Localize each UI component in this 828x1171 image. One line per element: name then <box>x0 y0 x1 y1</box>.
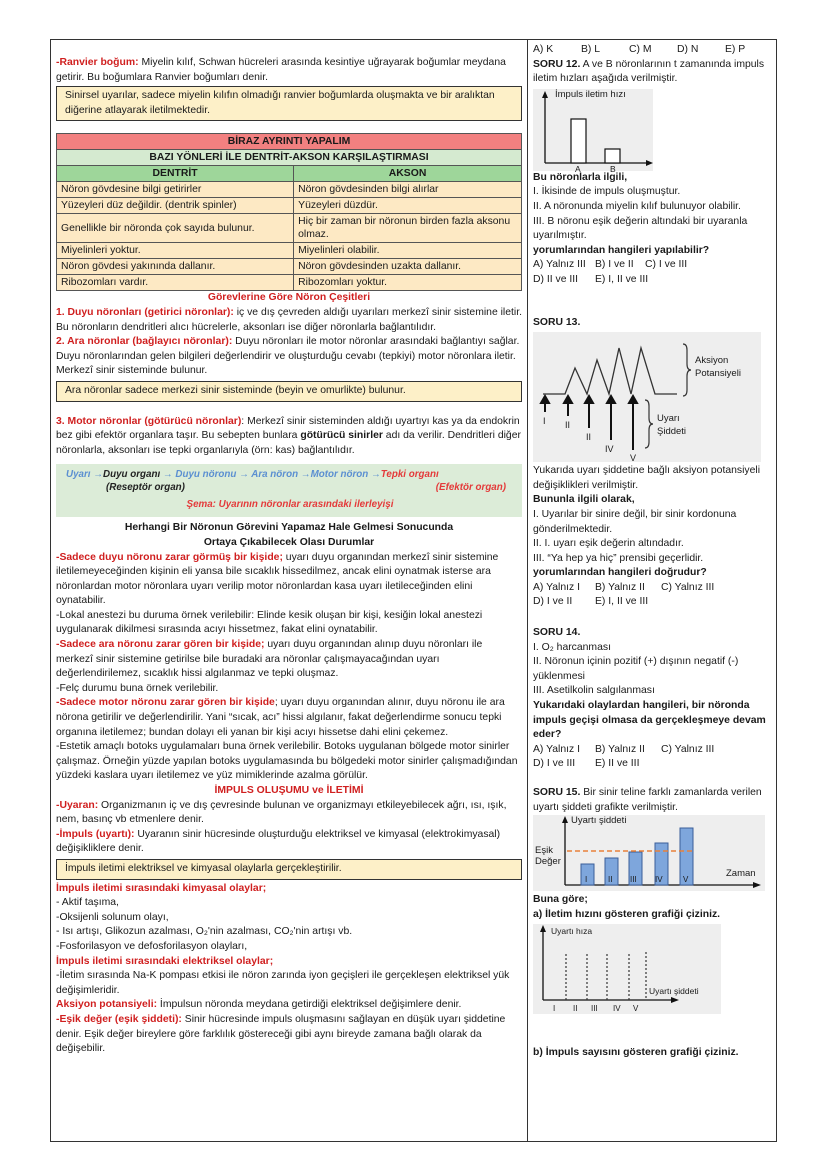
q13-arrow-label: II <box>586 432 592 443</box>
table-title: BİRAZ AYRINTI YAPALIM <box>57 134 522 150</box>
q13-brace-top-line: Aksiyon <box>695 355 729 367</box>
q14-item: III. Asetilkolin salgılanması <box>533 685 655 697</box>
table-row <box>57 182 522 198</box>
damage-sensory-text: uyarı duyu organından merkezî sinir sistemine iletilemeyeceğinden kişinin eli yansa bile sıcaklık hissedilmez, ancak elini oynatmak isterse ara nöronlardan motor nöronlara uyarı verilip motor nöronlardan kasa uyarı iletileceğinden elini oynatabilir. <box>56 551 499 607</box>
table-cell: Genellikle bir nöronda çok sayıda bulunur. <box>57 214 294 243</box>
table-cell: Ribozomları vardır. <box>57 275 294 291</box>
chemical-event-item: -Oksijenli solunum olayı, <box>56 911 169 923</box>
q14-option-d[interactable]: D) I ve III <box>533 758 576 770</box>
right-column <box>533 43 773 1061</box>
damage-inter-paragraph <box>56 638 522 682</box>
table-cell: Nöron gövdesine bilgi getirirler <box>57 182 294 198</box>
q12-x-label-b: B <box>610 163 616 174</box>
q13-arrow-label: I <box>543 416 546 427</box>
q15-bar-label: III <box>630 875 637 885</box>
chemical-event-item: - Aktif taşıma, <box>56 897 119 909</box>
q15-y-label: Uyartı şiddeti <box>571 815 627 827</box>
note-box-impulse: İmpuls iletimi elektriksel ve kimyasal olaylarla gerçekleştirilir. <box>56 859 522 880</box>
damage-title-line1: Herhangi Bir Nöronun Görevini Yapamaz Hale Gelmesi Sonucunda <box>124 522 454 534</box>
q15-answer-tick: I <box>553 1004 556 1014</box>
damage-motor-paragraph <box>56 696 522 740</box>
damage-sensory-paragraph <box>56 551 522 609</box>
table-cell: Hiç bir zaman bir nöronun birden fazla aksonu olmaz. <box>294 214 522 243</box>
q12-x-label-a: A <box>575 163 581 174</box>
q13-arrow-label: II <box>565 420 571 431</box>
action-potential-definition <box>56 998 522 1013</box>
q15-threshold-line: Eşik <box>535 845 553 857</box>
motor-neuron-bold: götürücü sinirler <box>300 430 383 442</box>
q13-brace-top-line: Potansiyeli <box>695 368 741 380</box>
note-box-interneuron: Ara nöronlar sadece merkezi sinir sisteminde (beyin ve omurlikte) bulunur. <box>56 381 522 402</box>
motor-neuron-label: 3. Motor nöronlar (götürücü nöronlar) <box>56 415 242 427</box>
damage-inter-label: -Sadece ara nöronu zarar gören bir kişide; <box>56 639 265 651</box>
q14-item: I. O₂ harcanması <box>533 641 611 653</box>
q13-option-c[interactable]: C) Yalnız III <box>661 581 715 593</box>
q13-action-potential-diagram <box>533 332 761 462</box>
table-subtitle: BAZI YÖNLERİ İLE DENTRİT-AKSON KARŞILAŞTIRMASI <box>57 150 522 166</box>
damage-motor-example: -Estetik amaçlı botoks uygulamaları buna örnek verilebilir. Botoks uygulanan bölgede motor sinirler çalışmaz. Örneğin yüzde yapılan botoks uygulamasında bu bölgedeki motor sinirler çalışmadığından yüzdeki kaslara uyarı iletilemez ve yüz mimiklerinde azalma görülür. <box>56 741 518 782</box>
damage-inter-example: -Felç durumu buna örnek verilebilir. <box>56 682 219 694</box>
q15-threshold-label <box>535 845 561 867</box>
q13-option-a[interactable]: A) Yalnız I <box>533 581 580 593</box>
q13-text: Yukarıda uyarı şiddetine bağlı aksiyon potansiyeli değişiklikleri verilmiştir. <box>533 465 761 491</box>
q13-arrow-label: V <box>630 453 637 464</box>
previous-question-options <box>533 43 773 58</box>
table-row <box>57 214 522 243</box>
q12-options <box>533 258 773 287</box>
q12-option-b[interactable]: B) I ve II <box>595 259 634 271</box>
q13-item: I. Uyarılar bir sinire değil, bir sinir kordonuna gönderilmektedir. <box>533 508 737 535</box>
q15-answer-tick: V <box>633 1004 639 1014</box>
option-b: B) L <box>581 44 601 55</box>
motor-neuron-paragraph <box>56 415 522 459</box>
left-column <box>56 56 522 1057</box>
scheme-effector-note: (Efektör organ) <box>435 482 506 494</box>
question-15-label: SORU 15. <box>533 787 581 798</box>
impulse-path-scheme <box>56 464 522 517</box>
option-d: D) N <box>677 44 699 55</box>
action-potential-label: Aksiyon potansiyeli: <box>56 999 158 1011</box>
scheme-flow <box>66 468 514 481</box>
q12-item: III. B nöronu eşik değerin altındaki bir uyaranla uyarılmıştır. <box>533 215 748 242</box>
impulse-definition <box>56 828 522 857</box>
q12-intro: Bu nöronlarla ilgili, <box>533 171 628 183</box>
q15-bar-label: I <box>585 875 588 885</box>
scheme-receptor-note: (Reseptör organ) <box>106 482 185 494</box>
q12-question: yorumlarından hangileri yapılabilir? <box>533 244 710 256</box>
q15-answer-tick: IV <box>613 1004 621 1014</box>
threshold-text: Sinir hücresinde impuls oluşmasını sağlayan en düşük uyarı şiddetine denir. Eşik değer bireylere göre farklılık göstereceği gibi aynı bireyde zamana bağlı olarak da değişebilir. <box>56 1013 506 1055</box>
q12-option-c[interactable]: C) I ve III <box>645 259 688 271</box>
damage-sensory-example: -Lokal anestezi bu duruma örnek verilebilir: Elinde kesik oluşan bir kişi, kesiğin lokal anestezi uygulanarak dikilmesi sırasında acıyı hissetmez, fakat elini oynatabilir. <box>56 609 483 636</box>
sensory-neuron-label: 1. Duyu nöronları (getirici nöronlar): <box>56 306 234 318</box>
q15-x-label: Zaman <box>726 868 756 880</box>
sensory-neuron-text: iç ve dış çevreden aldığı uyarıları merkezî sinir sistemine iletir. Bu nöronların dendritleri alıcı hücrelerle, aksonları ise diğer nöronlarla bağlantılıdır. <box>56 306 522 333</box>
q14-option-b[interactable]: B) Yalnız II <box>595 743 645 755</box>
note-box-ranvier: Sinirsel uyarılar, sadece miyelin kılıfın olmadığı ranvier boğumlarda oluşmakta ve bir aralıktan diğerine atlayarak iletilmektedir. <box>56 86 522 121</box>
scheme-sense-organ: Duyu organı <box>103 469 161 481</box>
stimulus-definition <box>56 799 522 828</box>
threshold-definition <box>56 1013 522 1057</box>
scheme-subtitles <box>66 481 514 494</box>
table-cell: Nöron gövdesinden uzakta dallanır. <box>294 259 522 275</box>
q14-option-e[interactable]: E) II ve III <box>595 758 640 770</box>
damage-inter-text: uyarı duyu organından alınıp duyu nöronları ile merkezî sinir sistemine getirilse bile buradaki ara nöronlar çalışmayacağından uyarı değerlendirilemez, sıcaklık hissi algılanmaz ve tepki oluşmaz. <box>56 639 483 680</box>
damage-motor-text: ; uyarı duyu organından alınır, duyu nöronu ile ara nörona getirilir ve değerlendirilir. Yani “sıcak, acı” hissi algılanır, fakat değerlendirme sonucu tepki organına iletilemez; bundan dolayı eli yanan bir kişi acıyı hissetse dahi elini çekemez. <box>56 697 505 738</box>
sensory-neuron-paragraph <box>56 306 522 335</box>
q15-threshold-line: Değer <box>535 856 561 868</box>
damage-motor-label: -Sadece motor nöronu zarar gören bir kişide <box>56 697 275 709</box>
table-cell: Yüzeyleri düz değildir. (dentrik spinler) <box>57 198 294 214</box>
neuron-types-title: Görevlerine Göre Nöron Çeşitleri <box>207 292 371 304</box>
q13-intro: Bununla ilgili olarak, <box>533 494 635 506</box>
q15-answer-x-label: Uyartı şiddeti <box>649 986 699 997</box>
motor-neuron-text-2: adı da verilir. Dendritleri diğer nöronlarla, aksonları ise tepki organlarıyla (örn: kas) bağlantılıdır. <box>56 430 521 456</box>
table-header-dendrite: DENTRİT <box>57 166 294 182</box>
q15-part-a: a) İletim hızını gösteren grafiği çiziniz. <box>533 908 721 920</box>
q13-arrow-label: IV <box>605 444 614 455</box>
q12-item: II. A nöronunda miyelin kılıf bulunuyor olabilir. <box>533 200 741 212</box>
chemical-event-item: - Isı artışı, Glikozun azalması, O₂'nin azalması, CO₂'nin artışı vb. <box>56 926 353 938</box>
q15-bar-label: V <box>683 875 689 885</box>
q14-options <box>533 743 773 772</box>
table-cell: Miyelinleri yoktur. <box>57 243 294 259</box>
q15-answer-y-label: Uyartı hıza <box>551 926 593 937</box>
ranvier-label: -Ranvier boğum: <box>56 57 139 68</box>
impulse-label: -İmpuls (uyartı): <box>56 828 135 840</box>
q12-option-a[interactable]: A) Yalnız III <box>533 259 586 271</box>
q15-bar-label: IV <box>655 875 663 885</box>
electrical-events-title: İmpuls iletimi sırasındaki elektriksel olaylar; <box>56 955 274 967</box>
question-13-label: SORU 13. <box>533 316 581 328</box>
scheme-effector: Tepki organı <box>380 469 439 481</box>
stimulus-label: -Uyaran: <box>56 799 99 811</box>
table-cell: Nöron gövdesi yakınında dallanır. <box>57 259 294 275</box>
ranvier-text: Miyelin kılıf, Schwan hücreleri arasında kesintiye uğrayarak boğumlar meydana getirir. Bu boğumlara Ranvier boğumları denir. <box>56 57 506 83</box>
interneuron-text: Duyu nöronları ile motor nöronlar arasındaki bağlantıyı sağlar. Duyu nöronlarından gelen bilgileri değerlendirir ve oluşturduğu cevabı (tepkiyi) motor nöronlara iletir. Merkezî sinir sisteminde bulunur. <box>56 336 520 377</box>
q15-answer-tick: III <box>591 1004 598 1014</box>
q13-item: II. I. uyarı eşik değerin altındadır. <box>533 538 684 550</box>
worksheet-page <box>50 39 777 1142</box>
action-potential-text: İmpulsun nöronda meydana getirdiği elektriksel değişimlere denir. <box>157 999 462 1011</box>
table-header-axon: AKSON <box>294 166 522 182</box>
q12-bar-chart <box>533 88 653 174</box>
stimulus-text: Organizmanın iç ve dış çevresinde bulunan ve organizmayı etkileyebilecek ağrı, ısı, ışık, nem, basınç vb etmenlere denir. <box>56 799 507 826</box>
option-a: A) K <box>533 44 554 55</box>
q15-part-b: b) İmpuls sayısını gösteren grafiği çiziniz. <box>533 1047 739 1059</box>
chemical-events-title: İmpuls iletimi sırasındaki kimyasal olaylar; <box>56 882 267 894</box>
question-12 <box>533 58 773 87</box>
interneuron-paragraph <box>56 335 522 379</box>
scheme-stimulus: Uyarı → <box>66 469 104 481</box>
q15-answer-tick: II <box>573 1004 578 1014</box>
column-divider <box>527 40 528 1141</box>
table-cell: Miyelinleri olabilir. <box>294 243 522 259</box>
table-row <box>57 275 522 291</box>
table-cell: Nöron gövdesinden bilgi alırlar <box>294 182 522 198</box>
chemical-event-item: -Fosforilasyon ve defosforilasyon olayları, <box>56 940 248 952</box>
q13-brace-bottom-line: Şiddeti <box>657 426 687 438</box>
q12-y-label: İmpuls iletim hızı <box>555 88 626 100</box>
q13-brace-bottom-line: Uyarı <box>657 413 680 425</box>
q13-question: yorumlarından hangileri doğrudur? <box>533 567 707 579</box>
question-12-text: A ve B nöronlarının t zamanında impuls iletim hızları aşağıda verilmiştir. <box>533 58 765 85</box>
ranvier-paragraph <box>56 56 522 85</box>
q15-stimulus-bar-chart <box>533 815 765 891</box>
impulse-text: Uyaranın sinir hücresinde oluşturduğu elektriksel ve kimyasal (elektrokimyasal) değişikliklere denir. <box>56 828 501 855</box>
table-cell: Yüzeyleri düzdür. <box>294 198 522 214</box>
table-row <box>57 259 522 275</box>
q12-option-e[interactable]: E) I, II ve III <box>595 273 649 285</box>
table-row <box>57 243 522 259</box>
q12-item: I. İkisinde de impuls oluşmuştur. <box>533 186 681 198</box>
damage-title-line2: Ortaya Çıkabilecek Olası Durumlar <box>203 536 375 548</box>
q13-brace-bottom-label <box>657 412 686 438</box>
electrical-events-text: -İletim sırasında Na-K pompası etkisi ile nöron zarında iyon geçişleri ile gerçekleşen elektriksel yük değişimleridir. <box>56 970 510 996</box>
question-15-text: Bir sinir teline farklı zamanlarda verilen uyartı şiddeti grafikte verilmiştir. <box>533 787 762 813</box>
q13-waveform-icon <box>533 332 761 462</box>
question-15 <box>533 786 773 815</box>
dendrite-axon-table <box>56 133 522 291</box>
threshold-label: -Eşik değer (eşik şiddeti): <box>56 1013 182 1025</box>
table-row <box>57 198 522 214</box>
q15-bar-label: II <box>608 875 613 885</box>
damage-sensory-label: -Sadece duyu nöronu zarar görmüş bir kişide; <box>56 551 283 563</box>
q15-answer-chart-a[interactable] <box>533 924 721 1014</box>
q14-question: Yukarıdaki olaylardan hangileri, bir nöronda impuls geçişi olmasa da gerçekleşmeye devam eder? <box>533 700 766 741</box>
question-14-label: SORU 14. <box>533 627 581 639</box>
q13-option-d[interactable]: D) I ve II <box>533 596 573 608</box>
q14-option-a[interactable]: A) Yalnız I <box>533 743 580 755</box>
q13-option-b[interactable]: B) Yalnız II <box>595 581 645 593</box>
question-12-label: SORU 12. <box>533 58 581 70</box>
interneuron-label: 2. Ara nöronlar (bağlayıcı nöronlar): <box>56 336 233 348</box>
q14-item: II. Nöronun içinin pozitif (+) dışının negatif (-) yüklenmesi <box>533 656 739 682</box>
q13-brace-top-label <box>695 354 741 380</box>
motor-neuron-text: : Merkezî sinir sisteminden aldığı uyartıyı kas ya da endokrin bez gibi efektör organlara taşır. Bu sebepten bunlara <box>56 415 520 442</box>
option-c: C) M <box>629 44 652 55</box>
scheme-caption: Şema: Uyarının nöronlar arasındaki ilerleyişi <box>186 499 394 511</box>
q12-option-d[interactable]: D) II ve III <box>533 273 579 285</box>
q15-intro: Buna göre; <box>533 894 588 906</box>
scheme-neurons: → Duyu nöronu → Ara nöron →Motor nöron → <box>160 469 381 481</box>
q13-option-e[interactable]: E) I, II ve III <box>595 596 649 608</box>
table-cell: Ribozomları yoktur. <box>294 275 522 291</box>
q13-item: III. “Ya hep ya hiç” prensibi geçerlidir. <box>533 552 704 564</box>
q14-option-c[interactable]: C) Yalnız III <box>661 743 715 755</box>
impulse-section-title: İMPULS OLUŞUMU ve İLETİMİ <box>214 785 364 796</box>
q13-options <box>533 581 773 610</box>
option-e: E) P <box>725 44 746 55</box>
